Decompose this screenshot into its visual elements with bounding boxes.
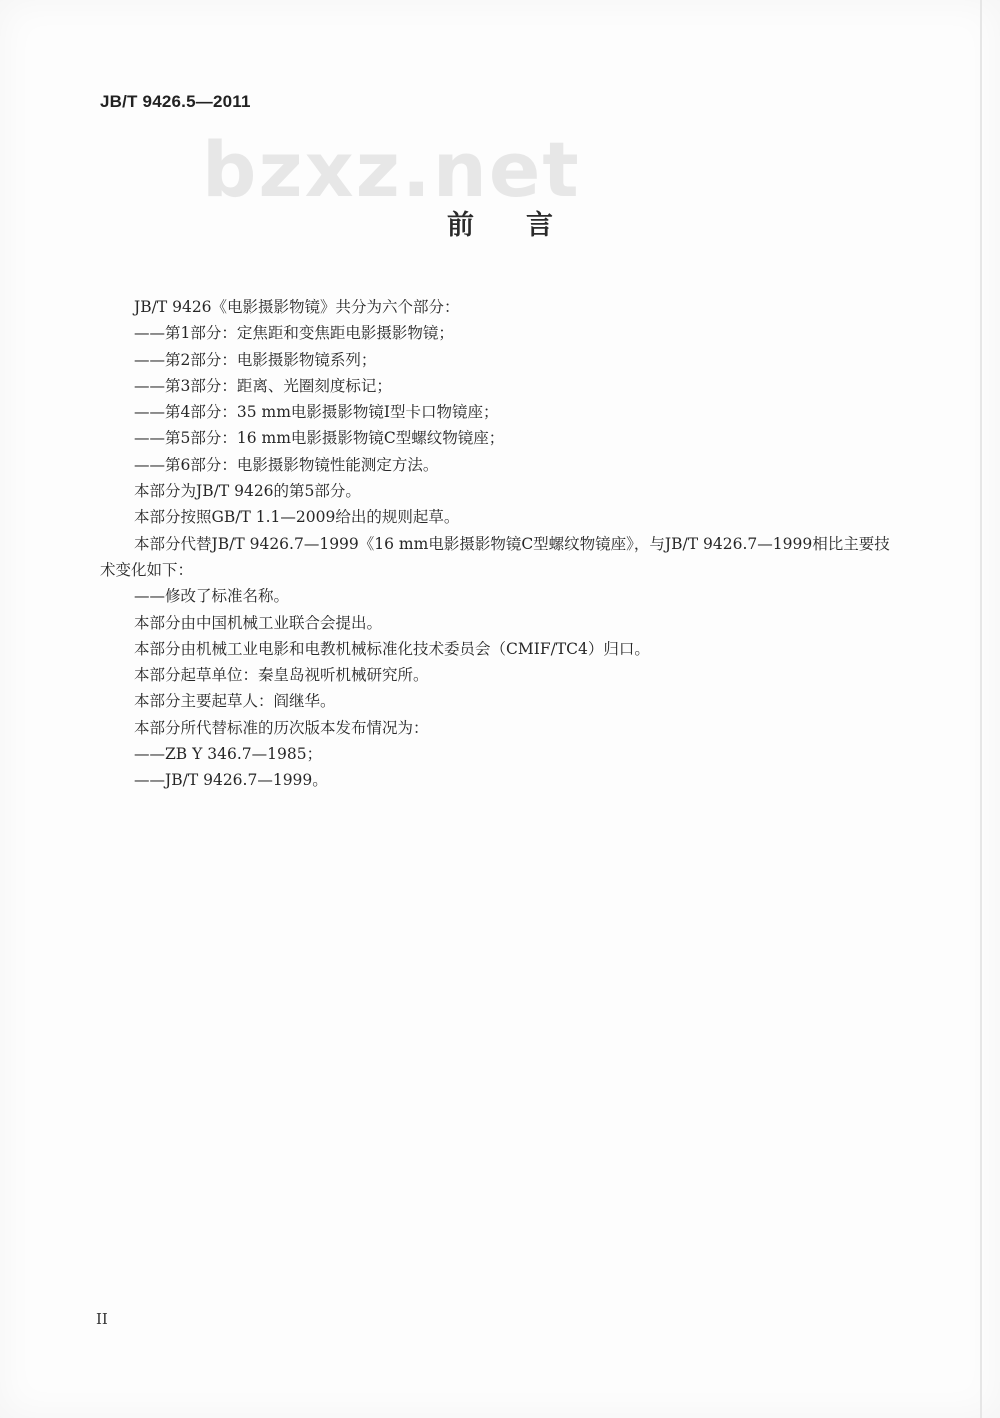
list-item-part-6: ——第6部分：电影摄影物镜性能测定方法。 bbox=[134, 455, 439, 474]
list-item-part-4: ——第4部分：35 mm电影摄影物镜Ⅰ型卡口物镜座； bbox=[134, 403, 499, 422]
list-item-history-1: ——ZB Y 346.7—1985； bbox=[134, 745, 323, 764]
paragraph-proposer: 本部分由中国机械工业联合会提出。 bbox=[134, 613, 383, 632]
list-item-part-3: ——第3部分：距离、光圈刻度标记； bbox=[134, 376, 392, 395]
paragraph-drafting-unit: 本部分起草单位：秦皇岛视听机械研究所。 bbox=[134, 666, 429, 685]
page-title: 前言 bbox=[447, 210, 605, 241]
list-item-part-1: ——第1部分：定焦距和变焦距电影摄影物镜； bbox=[134, 324, 454, 343]
foreword-body bbox=[100, 294, 900, 794]
standard-code: JB/T 9426.5—2011 bbox=[100, 92, 251, 111]
page-number: II bbox=[96, 1310, 108, 1328]
paragraph-drafting-rules: 本部分按照GB/T 1.1—2009给出的规则起草。 bbox=[134, 508, 460, 527]
paragraph-replacement: 本部分代替JB/T 9426.7—1999《16 mm电影摄影物镜C型螺纹物镜座》，与JB/T 9426.7—1999相比主要技术变化如下： bbox=[100, 534, 890, 579]
paragraph-part-statement: 本部分为JB/T 9426的第5部分。 bbox=[134, 482, 361, 501]
list-item-change: ——修改了标准名称。 bbox=[134, 587, 290, 606]
list-item-part-2: ——第2部分：电影摄影物镜系列； bbox=[134, 350, 377, 369]
paragraph-committee: 本部分由机械工业电影和电教机械标准化技术委员会（CMIF/TC4）归口。 bbox=[134, 639, 650, 658]
paragraph-drafter: 本部分主要起草人：阎继华。 bbox=[134, 692, 336, 711]
list-item-history-2: ——JB/T 9426.7—1999。 bbox=[134, 771, 328, 790]
paragraph-intro: JB/T 9426《电影摄影物镜》共分为六个部分： bbox=[134, 298, 460, 316]
list-item-part-5: ——第5部分：16 mm电影摄影物镜C型螺纹物镜座； bbox=[134, 429, 505, 448]
paragraph-history: 本部分所代替标准的历次版本发布情况为： bbox=[134, 718, 429, 737]
watermark: bzxz.net bbox=[202, 125, 581, 214]
